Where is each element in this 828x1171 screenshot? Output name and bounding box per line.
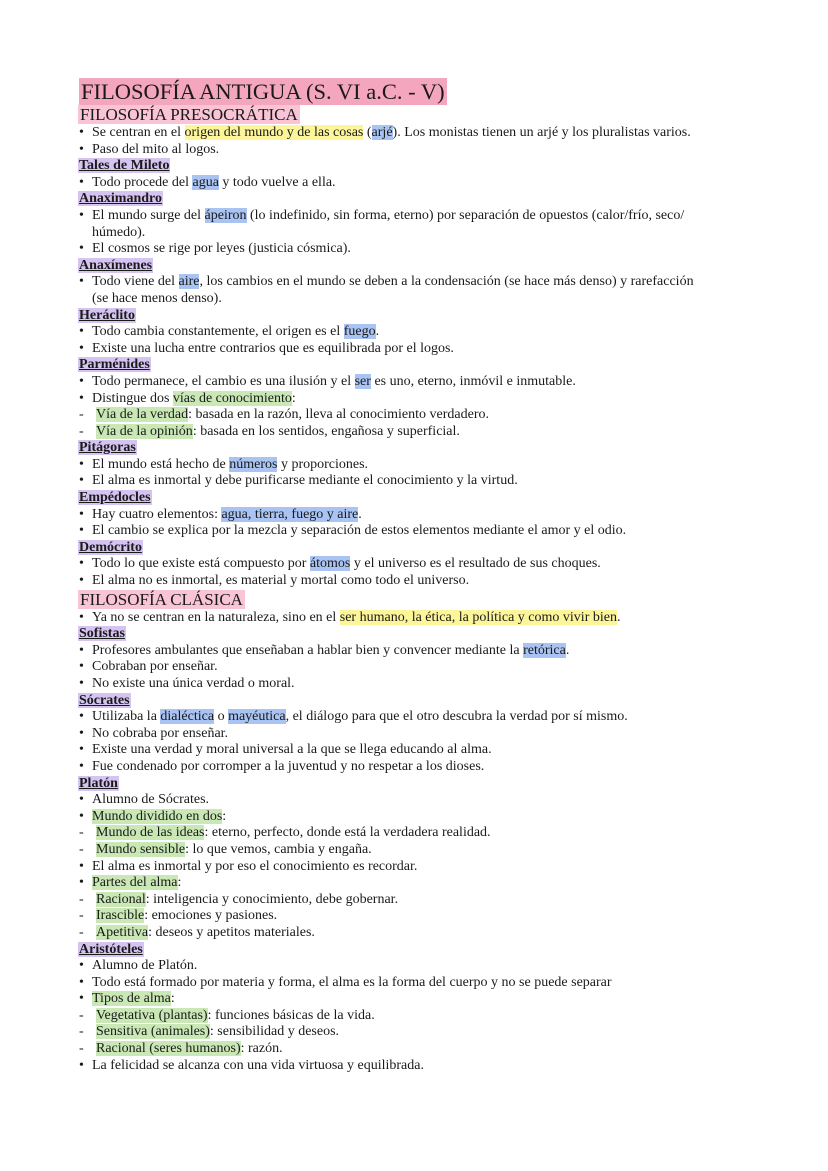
text-segment: y el universo es el resultado de sus choques.	[350, 556, 601, 572]
highlighted-term: Vegetativa (plantas)	[96, 1007, 208, 1023]
text-segment: Todo cambia constantemente, el origen es el	[92, 324, 344, 340]
text-segment: : basada en los sentidos, engañosa y superficial.	[192, 423, 460, 439]
bullet-marker: •	[79, 390, 84, 406]
highlighted-term: ápeiron	[204, 207, 247, 223]
list-item-continuation	[79, 291, 768, 308]
bullet-marker: •	[79, 340, 84, 356]
philosopher-heading	[78, 158, 768, 175]
section-heading-text: FILOSOFÍA CLÁSICA	[80, 589, 243, 609]
bullet-marker: •	[79, 125, 84, 140]
text-segment: : sensibilidad y deseos.	[209, 1024, 340, 1040]
list-item	[79, 142, 768, 159]
text-segment: : emociones y pasiones.	[144, 908, 278, 924]
bullet-marker: •	[79, 808, 84, 824]
highlighted-term: origen del mundo y de las cosas	[184, 125, 364, 140]
text-segment: Todo está formado por materia y forma, el alma es la forma del cuerpo y no se puede separar	[92, 974, 612, 990]
text-segment: Existe una verdad y moral universal a la que se llega educando al alma.	[92, 742, 492, 758]
text-segment: El alma es inmortal y por eso el conocimiento es recordar.	[92, 858, 418, 874]
list-item	[79, 208, 768, 225]
sub-list-item	[79, 1008, 768, 1025]
philosopher-heading	[78, 776, 768, 793]
text-segment: ). Los monistas tienen un arjé y los pluralistas varios.	[392, 125, 691, 140]
text-segment: Paso del mito al logos.	[92, 141, 220, 157]
philosopher-heading	[78, 942, 768, 959]
list-item	[79, 523, 768, 540]
philosopher-name: Sofistas	[79, 626, 125, 642]
text-segment: El mundo está hecho de	[92, 456, 230, 472]
philosopher-name: Anaxímenes	[79, 257, 153, 273]
text-segment: : deseos y apetitos materiales.	[148, 924, 315, 940]
dash-marker: -	[79, 1041, 84, 1057]
highlighted-term: Sensitiva (animales)	[96, 1024, 210, 1040]
sub-list-item	[79, 892, 768, 909]
text-segment: :	[291, 390, 296, 406]
text-segment: Todo viene del	[92, 274, 179, 290]
text-segment: No cobraba por enseñar.	[92, 725, 229, 741]
philosopher-name: Parménides	[79, 357, 150, 373]
bullet-marker: •	[79, 758, 84, 774]
sub-list-item	[79, 407, 768, 424]
philosopher-name: Anaximandro	[79, 191, 162, 207]
text-segment: (se hace menos denso).	[92, 290, 222, 306]
list-item	[79, 374, 768, 391]
text-segment: y todo vuelve a ella.	[218, 174, 336, 190]
dash-marker: -	[79, 825, 84, 841]
sub-list-item	[79, 925, 768, 942]
text-segment: Todo permanece, el cambio es una ilusión y el	[92, 373, 355, 389]
bullet-marker: •	[79, 725, 84, 741]
list-item	[79, 573, 768, 590]
list-item	[79, 709, 768, 726]
text-segment: El mundo surge del	[92, 207, 205, 223]
list-item	[79, 610, 768, 627]
highlighted-term: Mundo de las ideas	[96, 825, 205, 841]
highlighted-term: números	[229, 456, 278, 472]
sub-list-item	[79, 424, 768, 441]
dash-marker: -	[79, 891, 84, 907]
list-item	[79, 457, 768, 474]
bullet-marker: •	[79, 642, 84, 658]
text-segment: :	[222, 808, 227, 824]
text-segment: Existe una lucha entre contrarios que es equilibrada por el logos.	[92, 340, 454, 356]
philosopher-heading	[78, 440, 768, 457]
list-item	[79, 556, 768, 573]
bullet-marker: •	[79, 875, 84, 891]
philosopher-name: Demócrito	[79, 539, 142, 555]
highlighted-term: Partes del alma	[92, 875, 178, 891]
text-segment: .	[375, 324, 380, 340]
text-segment: Hay cuatro elementos:	[92, 506, 222, 522]
philosopher-name: Heráclito	[79, 307, 135, 323]
philosopher-heading	[78, 258, 768, 275]
section-heading-text: FILOSOFÍA PRESOCRÁTICA	[80, 105, 298, 124]
highlighted-term: mayéutica	[228, 709, 286, 725]
text-segment: Profesores ambulantes que enseñaban a hablar bien y convencer mediante la	[92, 642, 524, 658]
sub-list-item	[79, 908, 768, 925]
highlighted-term: agua, tierra, fuego y aire	[221, 506, 359, 522]
philosopher-name: Platón	[79, 775, 118, 791]
list-item	[79, 1058, 768, 1075]
philosopher-heading	[78, 357, 768, 374]
sub-list-item	[79, 1041, 768, 1058]
philosopher-name: Sócrates	[79, 692, 130, 708]
text-segment: (	[363, 125, 372, 140]
section-heading	[78, 105, 768, 125]
highlighted-term: ser humano, la ética, la política y como vivir bien	[339, 609, 617, 625]
bullet-marker: •	[79, 958, 84, 974]
text-segment: Distingue dos	[92, 390, 173, 406]
bullet-marker: •	[79, 241, 84, 257]
text-segment: Alumno de Sócrates.	[92, 792, 210, 808]
highlighted-term: Irascible	[96, 908, 145, 924]
bullet-marker: •	[79, 456, 84, 472]
highlighted-term: retórica	[523, 642, 566, 658]
text-segment: es uno, eterno, inmóvil e inmutable.	[370, 373, 576, 389]
text-segment: Cobraban por enseñar.	[92, 659, 218, 675]
philosopher-heading	[78, 191, 768, 208]
text-segment: , los cambios en el mundo se deben a la condensación (se hace más denso) y rarefacción	[199, 274, 694, 290]
text-segment: El cambio se explica por la mezcla y separación de estos elementos mediante el amor y el odio.	[92, 523, 627, 539]
philosopher-name: Empédocles	[79, 490, 151, 506]
highlighted-term: arjé	[371, 125, 393, 140]
philosopher-name: Aristóteles	[79, 941, 143, 957]
highlighted-term: Mundo sensible	[96, 841, 186, 857]
list-item	[79, 643, 768, 660]
text-segment: Ya no se centran en la naturaleza, sino en el	[92, 609, 340, 625]
list-item	[79, 324, 768, 341]
highlighted-term: Racional (seres humanos)	[96, 1041, 241, 1057]
text-segment: : inteligencia y conocimiento, debe gobernar.	[145, 891, 399, 907]
text-segment: húmedo).	[92, 224, 146, 240]
highlighted-term: Racional	[96, 891, 146, 907]
text-segment: No existe una única verdad o moral.	[92, 676, 295, 691]
dash-marker: -	[79, 423, 84, 439]
bullet-marker: •	[79, 709, 84, 725]
text-segment: Utilizaba la	[92, 709, 161, 725]
philosopher-name: Pitágoras	[79, 440, 136, 456]
highlighted-term: aire	[178, 274, 200, 290]
dash-marker: -	[79, 908, 84, 924]
philosopher-heading	[78, 540, 768, 557]
bullet-marker: •	[79, 274, 84, 290]
highlighted-term: Vía de la verdad	[96, 407, 189, 423]
list-item	[79, 809, 768, 826]
bullet-marker: •	[79, 174, 84, 190]
text-segment: :	[170, 991, 175, 1007]
list-item	[79, 473, 768, 490]
bullet-marker: •	[79, 207, 84, 223]
text-segment: Se centran en el	[92, 125, 185, 140]
bullet-marker: •	[79, 373, 84, 389]
philosopher-heading	[78, 626, 768, 643]
text-segment: y proporciones.	[277, 456, 369, 472]
text-segment: La felicidad se alcanza con una vida virtuosa y equilibrada.	[92, 1057, 424, 1073]
bullet-marker: •	[79, 523, 84, 539]
list-item	[79, 859, 768, 876]
list-item	[79, 341, 768, 358]
list-item	[79, 241, 768, 258]
highlighted-term: agua	[192, 174, 219, 190]
bullet-marker: •	[79, 141, 84, 157]
list-item	[79, 875, 768, 892]
list-item	[79, 676, 768, 693]
bullet-marker: •	[79, 473, 84, 489]
highlighted-term: Apetitiva	[96, 924, 149, 940]
bullet-marker: •	[79, 324, 84, 340]
list-item	[79, 759, 768, 776]
list-item	[79, 726, 768, 743]
highlighted-term: Mundo dividido en dos	[92, 808, 223, 824]
text-segment: :	[177, 875, 182, 891]
text-segment: Alumno de Platón.	[92, 958, 198, 974]
dash-marker: -	[79, 1007, 84, 1023]
list-item	[79, 507, 768, 524]
text-segment: Fue condenado por corromper a la juventud y no respetar a los dioses.	[92, 758, 485, 774]
text-segment: .	[565, 642, 570, 658]
list-item	[79, 975, 768, 992]
bullet-marker: •	[79, 573, 84, 589]
text-segment: El cosmos se rige por leyes (justicia cósmica).	[92, 241, 351, 257]
dash-marker: -	[79, 924, 84, 940]
text-segment: : eterno, perfecto, donde está la verdadera realidad.	[204, 825, 491, 841]
dash-marker: -	[79, 841, 84, 857]
text-segment: Todo procede del	[92, 174, 193, 190]
list-item	[79, 742, 768, 759]
text-segment: .	[616, 609, 621, 625]
highlighted-term: Vía de la opinión	[96, 423, 193, 439]
bullet-marker: •	[79, 506, 84, 522]
bullet-marker: •	[79, 742, 84, 758]
text-segment: Todo lo que existe está compuesto por	[92, 556, 310, 572]
list-item	[79, 659, 768, 676]
text-segment: .	[358, 506, 362, 522]
list-item	[79, 991, 768, 1008]
list-item	[79, 175, 768, 192]
text-segment: o	[214, 709, 229, 725]
philosopher-heading	[78, 490, 768, 507]
bullet-marker: •	[79, 858, 84, 874]
philosopher-heading	[78, 693, 768, 710]
sub-list-item	[79, 825, 768, 842]
list-item	[79, 125, 768, 142]
sub-list-item	[79, 1024, 768, 1041]
list-item	[79, 391, 768, 408]
text-segment: (lo indefinido, sin forma, eterno) por separación de opuestos (calor/frío, seco/	[246, 207, 685, 223]
bullet-marker: •	[79, 556, 84, 572]
highlighted-term: fuego	[343, 324, 376, 340]
text-segment: El alma es inmortal y debe purificarse mediante el conocimiento y la virtud.	[92, 473, 518, 489]
highlighted-term: dialéctica	[160, 709, 215, 725]
list-item-continuation	[79, 225, 768, 242]
sub-list-item	[79, 842, 768, 859]
notes-content	[78, 105, 768, 1074]
text-segment: : razón.	[240, 1041, 283, 1057]
bullet-marker: •	[79, 1057, 84, 1073]
list-item	[79, 274, 768, 291]
text-segment: : lo que vemos, cambia y engaña.	[185, 841, 372, 857]
section-heading	[78, 590, 768, 610]
philosopher-name: Tales de Mileto	[79, 158, 170, 174]
bullet-marker: •	[79, 659, 84, 675]
text-segment: El alma no es inmortal, es material y mortal como todo el universo.	[92, 573, 470, 589]
highlighted-term: átomos	[309, 556, 351, 572]
bullet-marker: •	[79, 792, 84, 808]
bullet-marker: •	[79, 609, 84, 625]
dash-marker: -	[79, 1024, 84, 1040]
philosopher-heading	[78, 308, 768, 325]
highlighted-term: ser	[354, 373, 371, 389]
list-item	[79, 792, 768, 809]
highlighted-term: Tipos de alma	[92, 991, 171, 1007]
text-segment: , el diálogo para que el otro descubra la verdad por sí mismo.	[285, 709, 628, 725]
text-segment: : funciones básicas de la vida.	[207, 1007, 375, 1023]
bullet-marker: •	[79, 974, 84, 990]
text-segment: : basada en la razón, lleva al conocimiento verdadero.	[188, 407, 489, 423]
dash-marker: -	[79, 407, 84, 423]
list-item	[79, 958, 768, 975]
bullet-marker: •	[79, 991, 84, 1007]
bullet-marker: •	[79, 676, 84, 691]
highlighted-term: vías de conocimiento	[172, 390, 292, 406]
page-title: FILOSOFÍA ANTIGUA (S. VI a.C. - V)	[81, 79, 445, 104]
